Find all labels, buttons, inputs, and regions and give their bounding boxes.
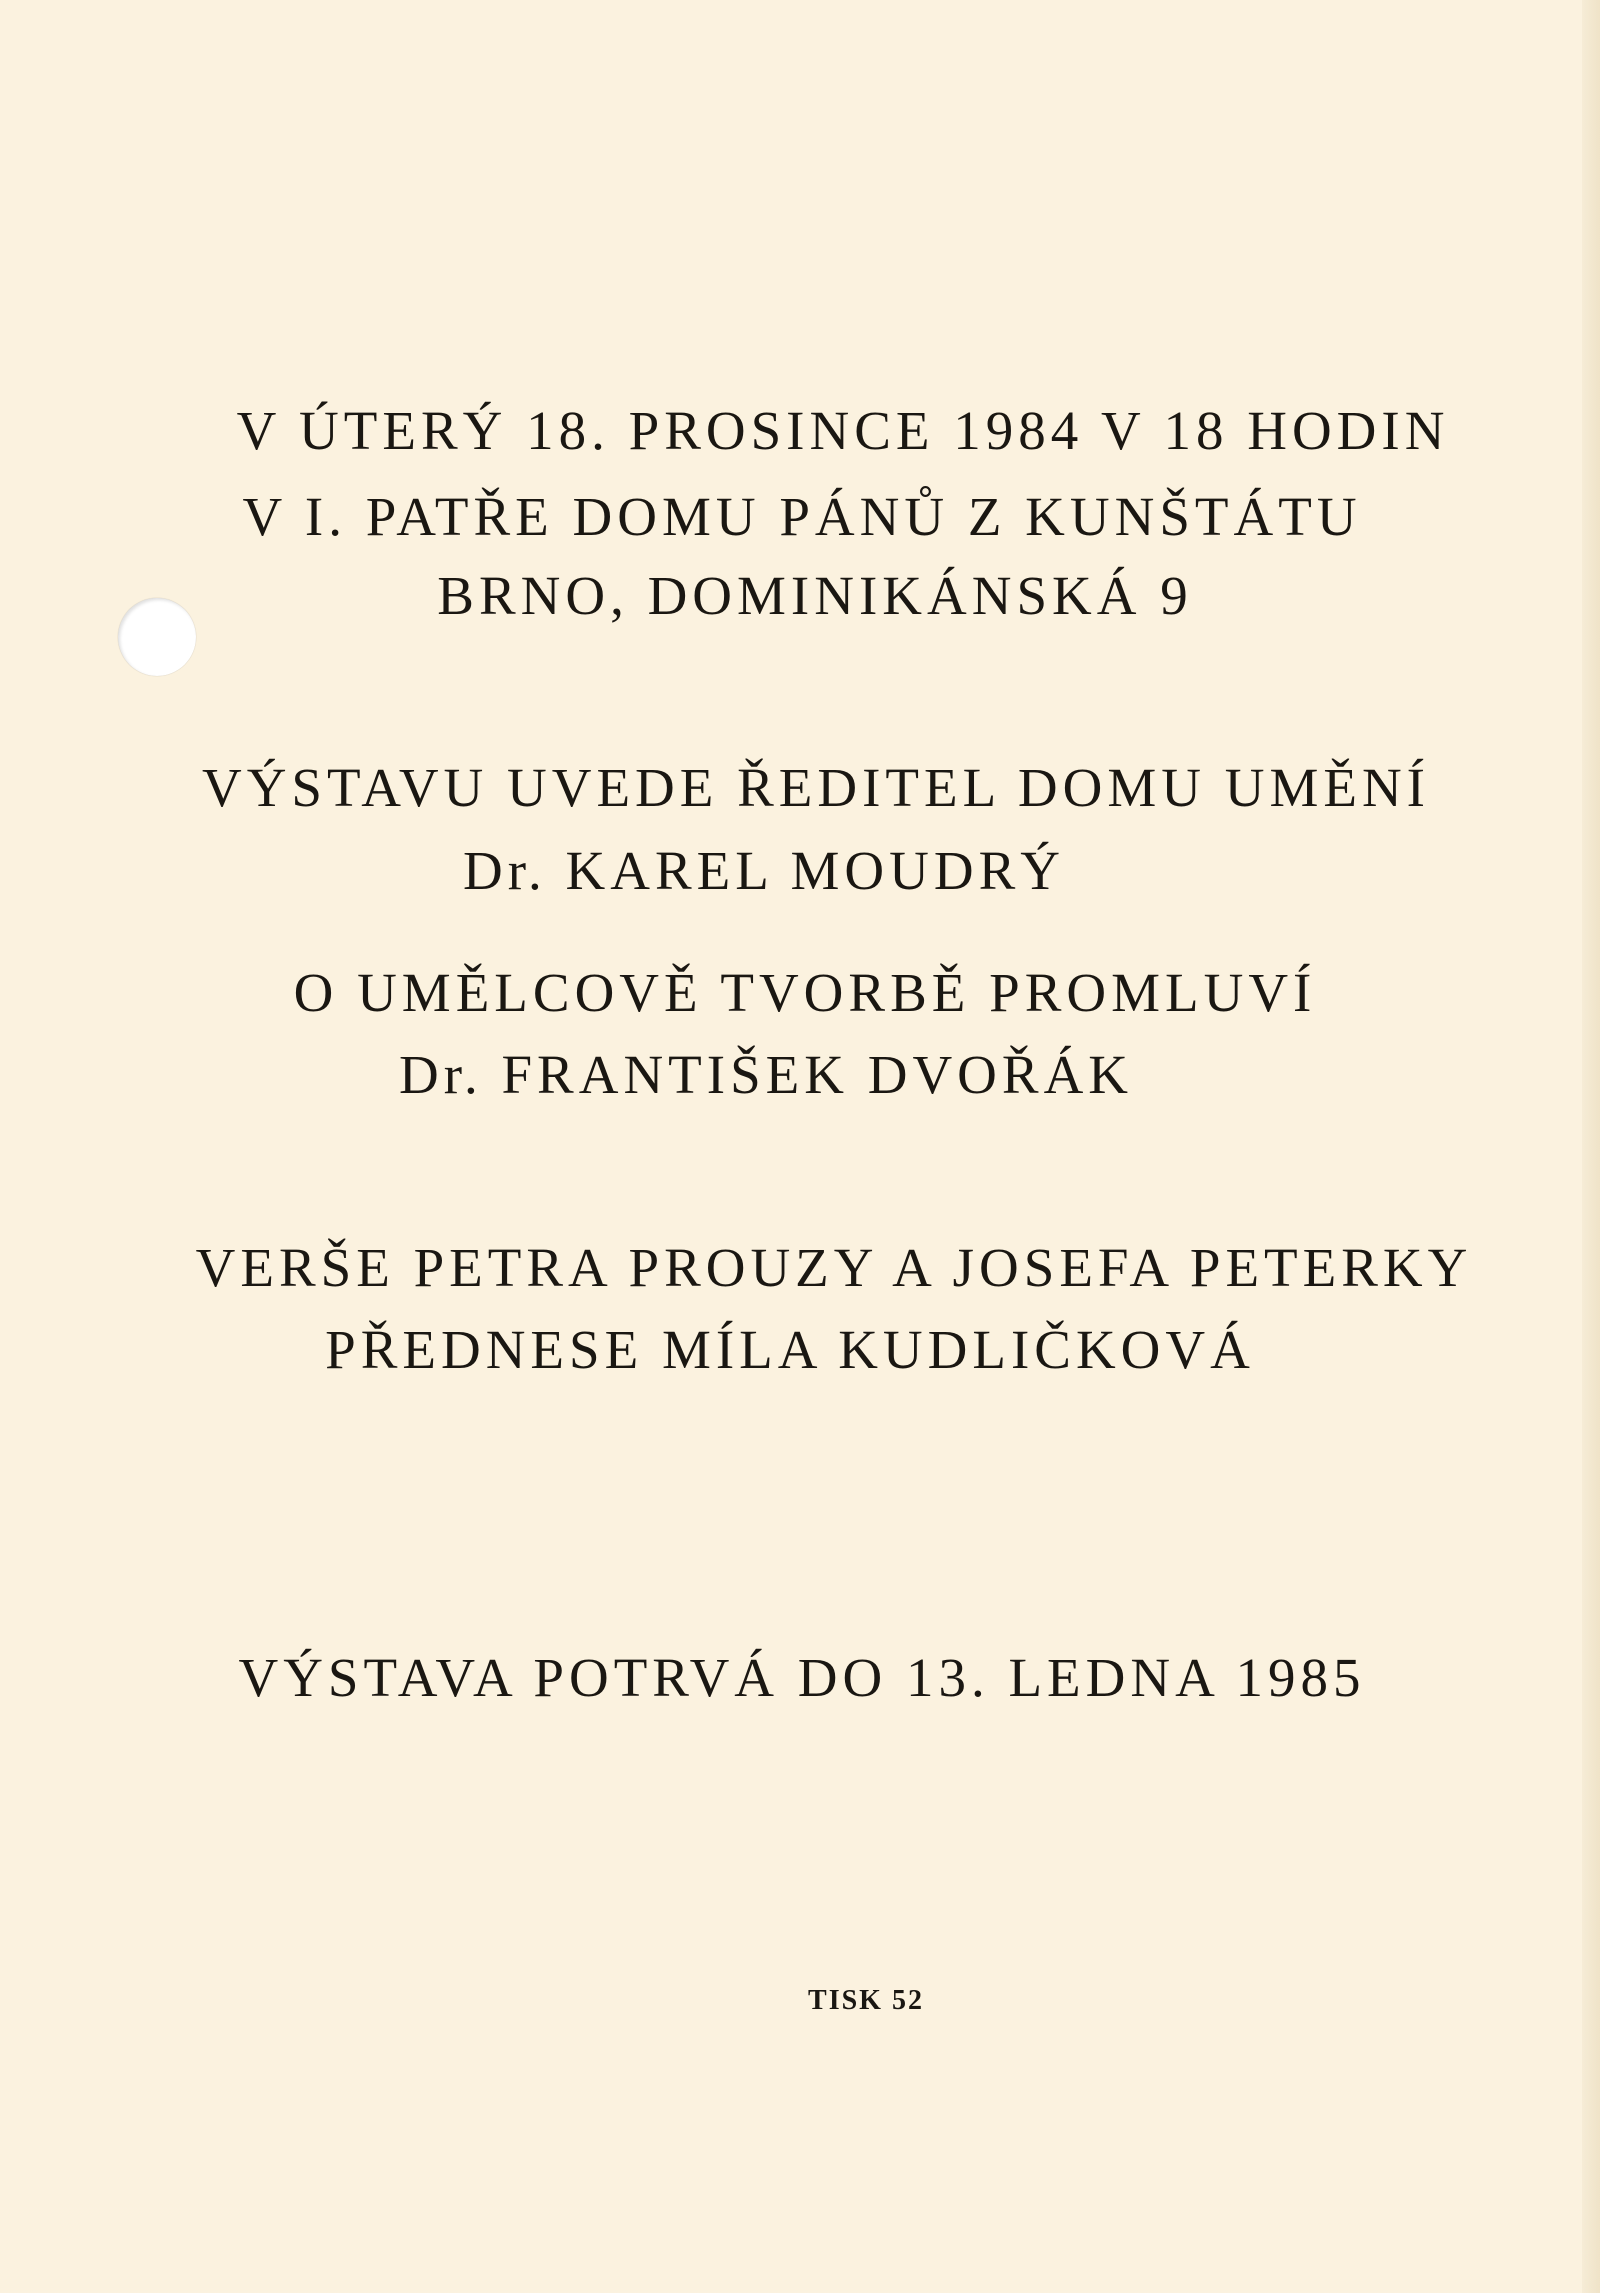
- address-line: BRNO, DOMINIKÁNSKÁ 9: [437, 565, 1193, 626]
- opening-speaker-name: Dr. KAREL MOUDRÝ: [463, 840, 1065, 901]
- paper-edge: [1582, 0, 1600, 2293]
- reciter-line: PŘEDNESE MÍLA KUDLIČKOVÁ: [325, 1319, 1255, 1380]
- poetry-line: VERŠE PETRA PROUZY A JOSEFA PETERKY: [195, 1237, 1473, 1298]
- venue-line: V I. PATŘE DOMU PÁNŮ Z KUNŠTÁTU: [242, 486, 1362, 547]
- event-date-line: V ÚTERÝ 18. PROSINCE 1984 V 18 HODIN: [236, 400, 1450, 461]
- opening-speaker-line: VÝSTAVU UVEDE ŘEDITEL DOMU UMĚNÍ: [201, 757, 1430, 818]
- talk-speaker-name: Dr. FRANTIŠEK DVOŘÁK: [398, 1044, 1134, 1105]
- exhibition-duration-line: VÝSTAVA POTRVÁ DO 13. LEDNA 1985: [238, 1647, 1366, 1708]
- talk-line: O UMĚLCOVĚ TVORBĚ PROMLUVÍ: [293, 962, 1317, 1023]
- printer-mark: TISK 52: [808, 1985, 924, 2016]
